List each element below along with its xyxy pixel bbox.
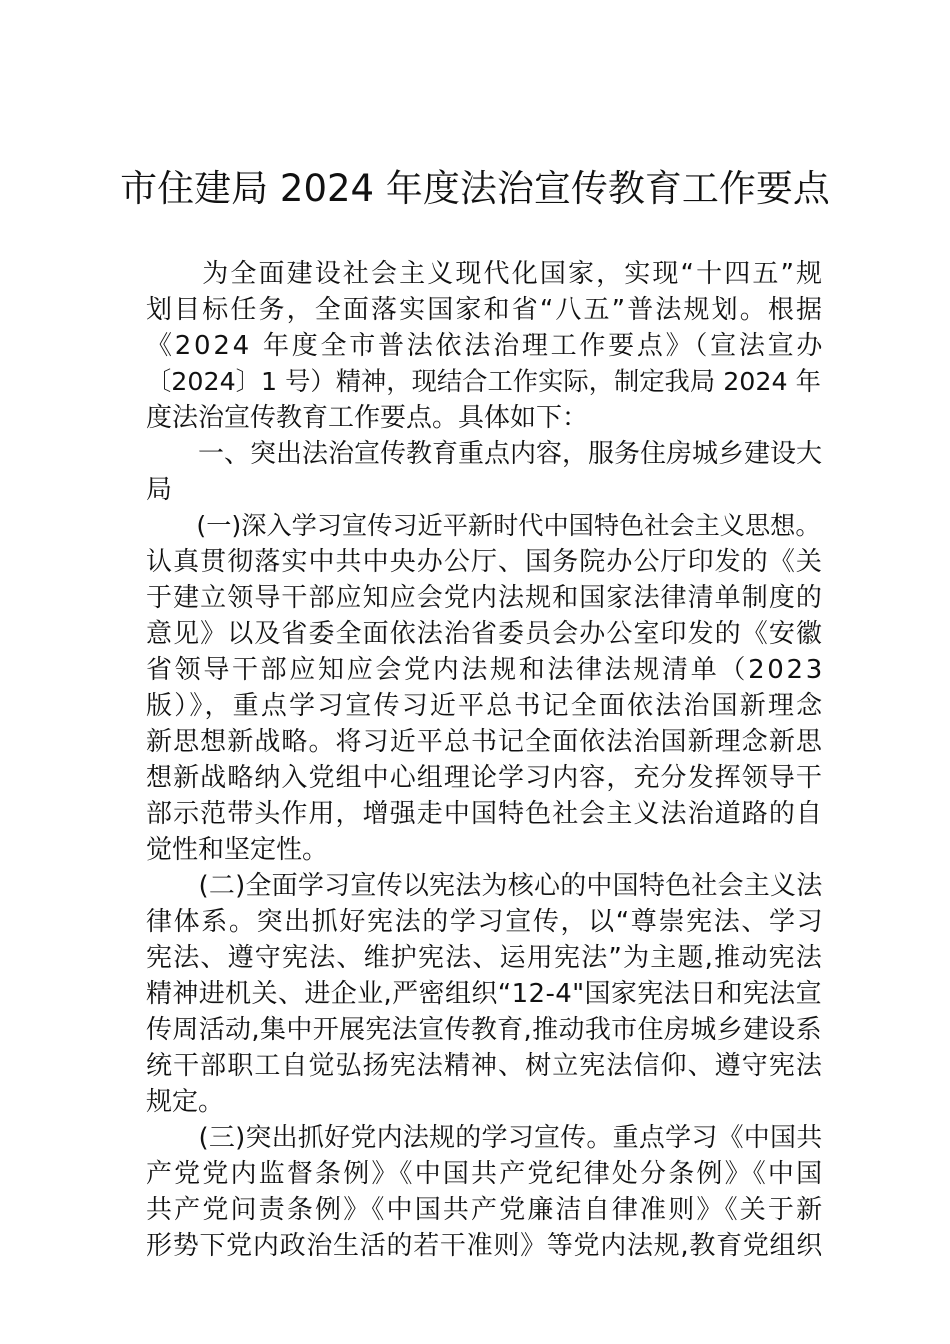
body-line: (一)深入学习宣传习近平新时代中国特色社会主义思想。 — [146, 511, 821, 540]
body-line: 省领导干部应知应会党内法规和法律法规清单（2023 — [146, 655, 825, 685]
body-line: 划目标任务，全面落实国家和省“八五”普法规划。根据 — [146, 295, 825, 325]
body-line: 局 — [146, 475, 173, 505]
document-title: 市住建局 2024 年度法治宣传教育工作要点 — [120, 167, 830, 210]
body-line: 《2024 年度全市普法依法治理工作要点》（宣法宣办 — [146, 331, 826, 361]
body-line: 产党党内监督条例》《中国共产党纪律处分条例》《中国 — [146, 1159, 825, 1189]
body-line: 度法治宣传教育工作要点。具体如下： — [146, 403, 589, 433]
body-line: 认真贯彻落实中共中央办公厅、国务院办公厅印发的《关 — [146, 547, 824, 577]
body-line: (三)突出抓好党内法规的学习宣传。重点学习《中国共 — [146, 1123, 823, 1153]
body-line: 宪法、遵守宪法、维护宪法、运用宪法”为主题,推动宪法 — [146, 943, 823, 973]
document-body — [146, 256, 826, 1264]
body-line: 意见》以及省委全面依法治省委员会办公室印发的《安徽 — [146, 619, 824, 649]
body-line: 版）》，重点学习宣传习近平总书记全面依法治国新理念 — [146, 691, 825, 721]
body-line: 新思想新战略。将习近平总书记全面依法治国新理念新思 — [146, 727, 824, 757]
body-line: 精神进机关、进企业,严密组织“12-4"国家宪法日和宪法宣 — [146, 979, 823, 1009]
body-line: 形势下党内政治生活的若干准则》等党内法规,教育党组织 — [146, 1231, 823, 1261]
body-line: 规定。 — [146, 1087, 225, 1117]
body-line: 一、突出法治宣传教育重点内容，服务住房城乡建设大 — [146, 439, 823, 469]
body-line: 传周活动,集中开展宪法宣传教育,推动我市住房城乡建设系 — [146, 1015, 822, 1045]
body-line: 统干部职工自觉弘扬宪法精神、树立宪法信仰、遵守宪法 — [146, 1051, 824, 1081]
body-line: 觉性和坚定性。 — [146, 835, 329, 865]
body-line: 共产党问责条例》《中国共产党廉洁自律准则》《关于新 — [146, 1195, 825, 1225]
body-line: 部示范带头作用，增强走中国特色社会主义法治道路的自 — [146, 799, 824, 829]
body-line: 〔2024〕1 号）精神，现结合工作实际，制定我局 2024 年 — [146, 367, 821, 396]
body-line: 为全面建设社会主义现代化国家，实现“十四五”规 — [146, 259, 825, 289]
body-line: 于建立领导干部应知应会党内法规和国家法律清单制度的 — [146, 583, 824, 613]
body-line: (二)全面学习宣传以宪法为核心的中国特色社会主义法 — [146, 871, 823, 901]
body-line: 想新战略纳入党组中心组理论学习内容，充分发挥领导干 — [146, 763, 824, 793]
body-line: 律体系。突出抓好宪法的学习宣传，以“尊崇宪法、学习 — [146, 907, 825, 937]
